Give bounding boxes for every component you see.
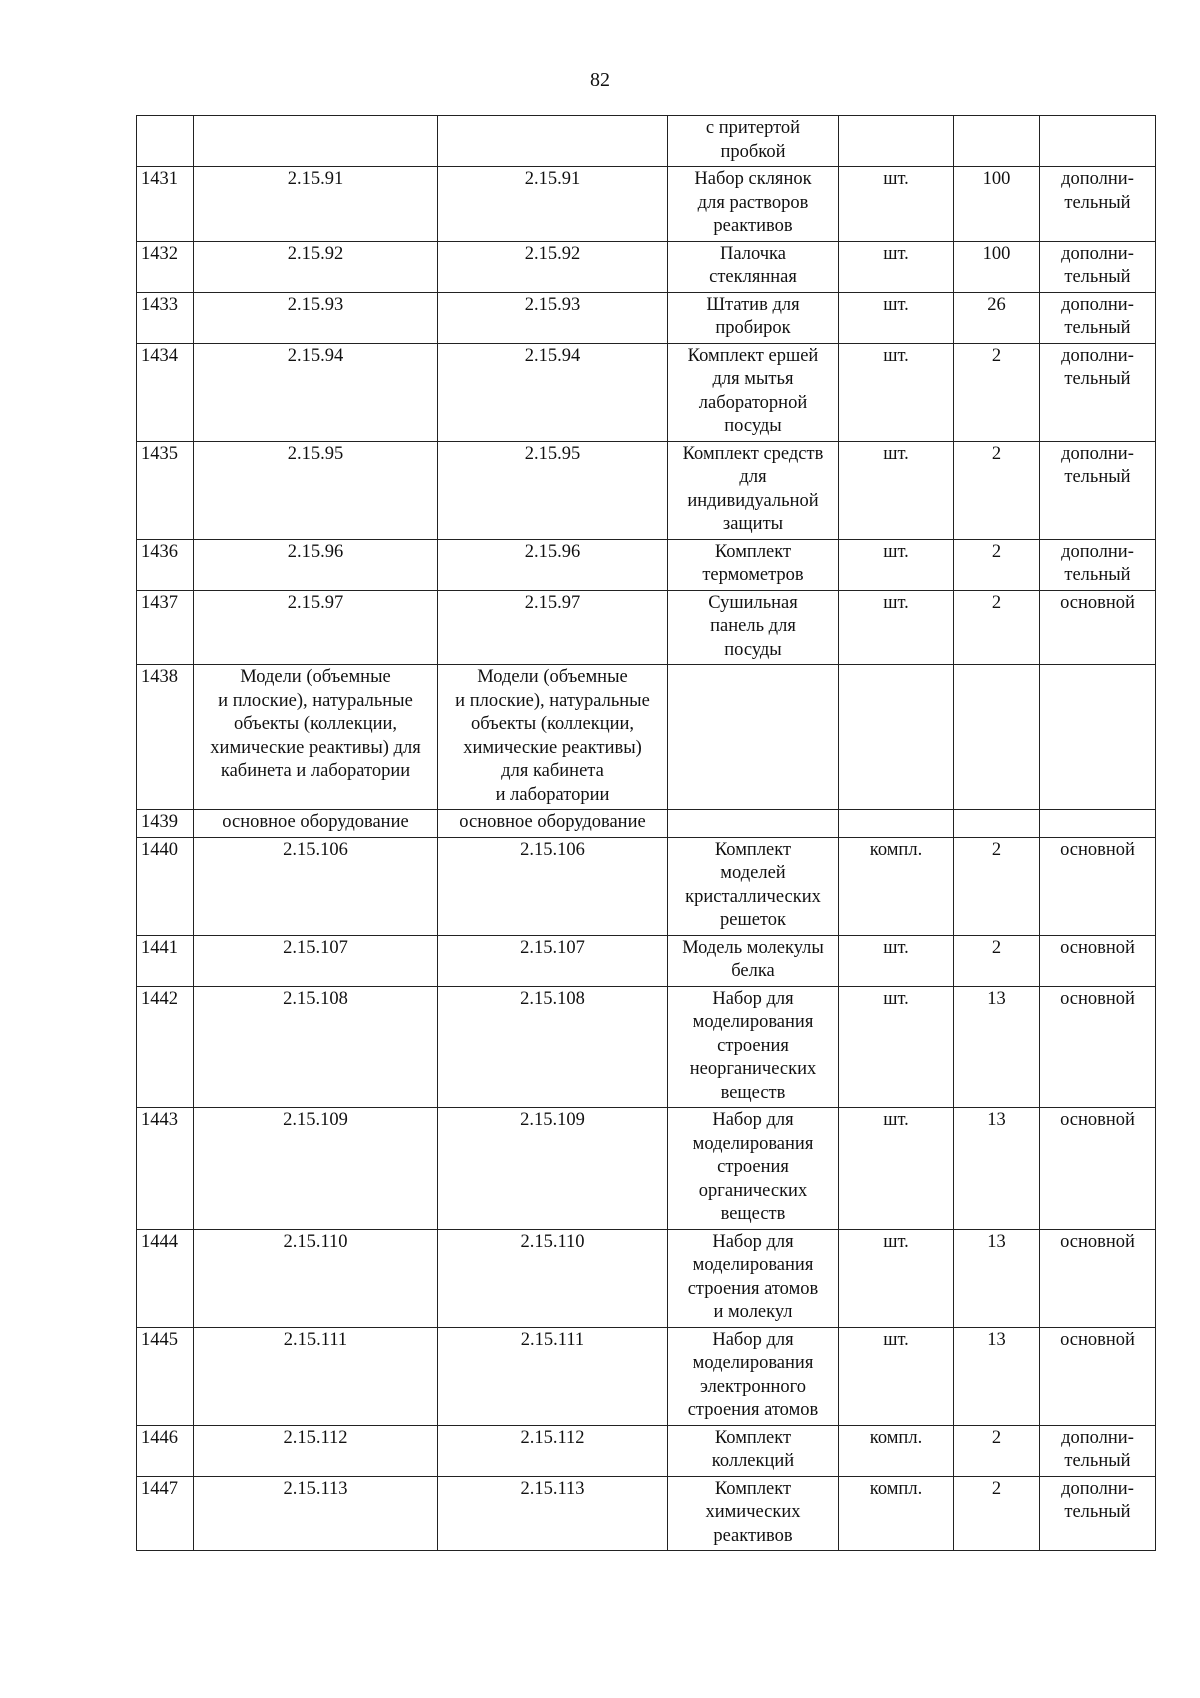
table-row bbox=[137, 935, 1156, 986]
table-row bbox=[137, 343, 1156, 441]
item-name-cell: Комплект химических реактивов bbox=[668, 1476, 839, 1551]
unit-cell: шт. bbox=[839, 986, 954, 1108]
quantity-cell: 2 bbox=[954, 441, 1040, 539]
row-number-cell: 1437 bbox=[137, 590, 194, 665]
row-number-cell: 1445 bbox=[137, 1327, 194, 1425]
item-name-cell: Сушильная панель для посуды bbox=[668, 590, 839, 665]
equipment-type-cell: основной bbox=[1040, 986, 1156, 1108]
equipment-type-cell bbox=[1040, 665, 1156, 810]
equipment-table-body bbox=[137, 116, 1156, 1551]
table-row bbox=[137, 1229, 1156, 1327]
quantity-cell: 13 bbox=[954, 986, 1040, 1108]
row-number-cell: 1433 bbox=[137, 292, 194, 343]
item-name-cell: Набор для моделирования строения атомов и молекул bbox=[668, 1229, 839, 1327]
unit-cell: шт. bbox=[839, 539, 954, 590]
row-number-cell: 1432 bbox=[137, 241, 194, 292]
quantity-cell: 2 bbox=[954, 1476, 1040, 1551]
item-name-cell bbox=[668, 810, 839, 838]
code-cell: 2.15.108 bbox=[194, 986, 438, 1108]
table-row bbox=[137, 167, 1156, 242]
unit-cell bbox=[839, 116, 954, 167]
code-alt-cell: 2.15.113 bbox=[438, 1476, 668, 1551]
table-row bbox=[137, 292, 1156, 343]
code-alt-cell: 2.15.106 bbox=[438, 837, 668, 935]
unit-cell: компл. bbox=[839, 1476, 954, 1551]
item-name-cell: Комплект термометров bbox=[668, 539, 839, 590]
code-cell: 2.15.93 bbox=[194, 292, 438, 343]
quantity-cell: 100 bbox=[954, 167, 1040, 242]
item-name-cell: Набор для моделирования строения органических веществ bbox=[668, 1108, 839, 1230]
table-row bbox=[137, 1425, 1156, 1476]
quantity-cell: 2 bbox=[954, 837, 1040, 935]
code-cell: 2.15.110 bbox=[194, 1229, 438, 1327]
item-name-cell: Набор для моделирования электронного строения атомов bbox=[668, 1327, 839, 1425]
table-row bbox=[137, 665, 1156, 810]
quantity-cell: 2 bbox=[954, 539, 1040, 590]
quantity-cell bbox=[954, 116, 1040, 167]
quantity-cell bbox=[954, 665, 1040, 810]
item-name-cell: Набор для моделирования строения неорганических веществ bbox=[668, 986, 839, 1108]
unit-cell: компл. bbox=[839, 837, 954, 935]
quantity-cell bbox=[954, 810, 1040, 838]
row-number-cell: 1444 bbox=[137, 1229, 194, 1327]
equipment-type-cell: основной bbox=[1040, 590, 1156, 665]
code-cell: 2.15.92 bbox=[194, 241, 438, 292]
equipment-type-cell: основной bbox=[1040, 837, 1156, 935]
table-row bbox=[137, 590, 1156, 665]
table-row bbox=[137, 1327, 1156, 1425]
unit-cell: шт. bbox=[839, 1327, 954, 1425]
code-alt-cell: 2.15.97 bbox=[438, 590, 668, 665]
unit-cell: шт. bbox=[839, 292, 954, 343]
equipment-type-cell: дополни- тельный bbox=[1040, 167, 1156, 242]
unit-cell: шт. bbox=[839, 441, 954, 539]
unit-cell bbox=[839, 810, 954, 838]
table-row bbox=[137, 241, 1156, 292]
unit-cell: шт. bbox=[839, 167, 954, 242]
row-number-cell: 1438 bbox=[137, 665, 194, 810]
row-number-cell: 1443 bbox=[137, 1108, 194, 1230]
row-number-cell bbox=[137, 116, 194, 167]
page-number: 82 bbox=[590, 69, 610, 91]
row-number-cell: 1439 bbox=[137, 810, 194, 838]
code-alt-cell: Модели (объемные и плоские), натуральные объекты (коллекции, химические реактивы) для кабинета и лаборатории bbox=[438, 665, 668, 810]
code-alt-cell: 2.15.111 bbox=[438, 1327, 668, 1425]
unit-cell: шт. bbox=[839, 1229, 954, 1327]
equipment-type-cell: основной bbox=[1040, 935, 1156, 986]
equipment-type-cell bbox=[1040, 116, 1156, 167]
table-row bbox=[137, 986, 1156, 1108]
equipment-type-cell: дополни- тельный bbox=[1040, 539, 1156, 590]
table-row bbox=[137, 539, 1156, 590]
quantity-cell: 2 bbox=[954, 590, 1040, 665]
row-number-cell: 1446 bbox=[137, 1425, 194, 1476]
code-alt-cell: 2.15.96 bbox=[438, 539, 668, 590]
equipment-type-cell: дополни- тельный bbox=[1040, 1476, 1156, 1551]
equipment-type-cell: основной bbox=[1040, 1327, 1156, 1425]
code-cell: 2.15.113 bbox=[194, 1476, 438, 1551]
quantity-cell: 2 bbox=[954, 343, 1040, 441]
code-cell: 2.15.107 bbox=[194, 935, 438, 986]
quantity-cell: 13 bbox=[954, 1108, 1040, 1230]
quantity-cell: 13 bbox=[954, 1229, 1040, 1327]
code-cell: 2.15.94 bbox=[194, 343, 438, 441]
code-alt-cell: 2.15.109 bbox=[438, 1108, 668, 1230]
code-cell: 2.15.109 bbox=[194, 1108, 438, 1230]
code-cell: 2.15.97 bbox=[194, 590, 438, 665]
item-name-cell: Штатив для пробирок bbox=[668, 292, 839, 343]
equipment-type-cell bbox=[1040, 810, 1156, 838]
item-name-cell: Комплект средств для индивидуальной защиты bbox=[668, 441, 839, 539]
equipment-type-cell: основной bbox=[1040, 1229, 1156, 1327]
equipment-type-cell: дополни- тельный bbox=[1040, 441, 1156, 539]
unit-cell: шт. bbox=[839, 1108, 954, 1230]
unit-cell: шт. bbox=[839, 241, 954, 292]
table-row bbox=[137, 1108, 1156, 1230]
item-name-cell: Модель молекулы белка bbox=[668, 935, 839, 986]
item-name-cell: Комплект моделей кристаллических решеток bbox=[668, 837, 839, 935]
table-row bbox=[137, 810, 1156, 838]
code-cell: Модели (объемные и плоские), натуральные объекты (коллекции, химические реактивы) для кабинета и лаборатории bbox=[194, 665, 438, 810]
code-alt-cell: 2.15.107 bbox=[438, 935, 668, 986]
table-row bbox=[137, 837, 1156, 935]
item-name-cell: Комплект ершей для мытья лабораторной посуды bbox=[668, 343, 839, 441]
quantity-cell: 2 bbox=[954, 1425, 1040, 1476]
code-alt-cell: 2.15.110 bbox=[438, 1229, 668, 1327]
item-name-cell: Палочка стеклянная bbox=[668, 241, 839, 292]
item-name-cell: Набор склянок для растворов реактивов bbox=[668, 167, 839, 242]
quantity-cell: 26 bbox=[954, 292, 1040, 343]
code-alt-cell: 2.15.112 bbox=[438, 1425, 668, 1476]
code-cell: 2.15.95 bbox=[194, 441, 438, 539]
equipment-type-cell: дополни- тельный bbox=[1040, 292, 1156, 343]
code-cell: 2.15.96 bbox=[194, 539, 438, 590]
code-alt-cell bbox=[438, 116, 668, 167]
code-alt-cell: 2.15.108 bbox=[438, 986, 668, 1108]
code-cell: 2.15.106 bbox=[194, 837, 438, 935]
row-number-cell: 1442 bbox=[137, 986, 194, 1108]
equipment-table bbox=[136, 115, 1156, 1551]
quantity-cell: 100 bbox=[954, 241, 1040, 292]
item-name-cell: с притертой пробкой bbox=[668, 116, 839, 167]
row-number-cell: 1447 bbox=[137, 1476, 194, 1551]
code-cell: 2.15.91 bbox=[194, 167, 438, 242]
item-name-cell bbox=[668, 665, 839, 810]
unit-cell: шт. bbox=[839, 935, 954, 986]
code-alt-cell: 2.15.94 bbox=[438, 343, 668, 441]
unit-cell bbox=[839, 665, 954, 810]
row-number-cell: 1434 bbox=[137, 343, 194, 441]
code-alt-cell: 2.15.92 bbox=[438, 241, 668, 292]
row-number-cell: 1435 bbox=[137, 441, 194, 539]
code-cell: основное оборудование bbox=[194, 810, 438, 838]
code-alt-cell: основное оборудование bbox=[438, 810, 668, 838]
table-row bbox=[137, 441, 1156, 539]
unit-cell: компл. bbox=[839, 1425, 954, 1476]
equipment-type-cell: основной bbox=[1040, 1108, 1156, 1230]
equipment-type-cell: дополни- тельный bbox=[1040, 343, 1156, 441]
quantity-cell: 13 bbox=[954, 1327, 1040, 1425]
unit-cell: шт. bbox=[839, 590, 954, 665]
code-alt-cell: 2.15.93 bbox=[438, 292, 668, 343]
code-alt-cell: 2.15.91 bbox=[438, 167, 668, 242]
table-row bbox=[137, 1476, 1156, 1551]
row-number-cell: 1441 bbox=[137, 935, 194, 986]
equipment-type-cell: дополни- тельный bbox=[1040, 241, 1156, 292]
item-name-cell: Комплект коллекций bbox=[668, 1425, 839, 1476]
equipment-type-cell: дополни- тельный bbox=[1040, 1425, 1156, 1476]
row-number-cell: 1436 bbox=[137, 539, 194, 590]
table-row bbox=[137, 116, 1156, 167]
code-cell: 2.15.112 bbox=[194, 1425, 438, 1476]
code-alt-cell: 2.15.95 bbox=[438, 441, 668, 539]
row-number-cell: 1440 bbox=[137, 837, 194, 935]
row-number-cell: 1431 bbox=[137, 167, 194, 242]
unit-cell: шт. bbox=[839, 343, 954, 441]
code-cell: 2.15.111 bbox=[194, 1327, 438, 1425]
code-cell bbox=[194, 116, 438, 167]
quantity-cell: 2 bbox=[954, 935, 1040, 986]
